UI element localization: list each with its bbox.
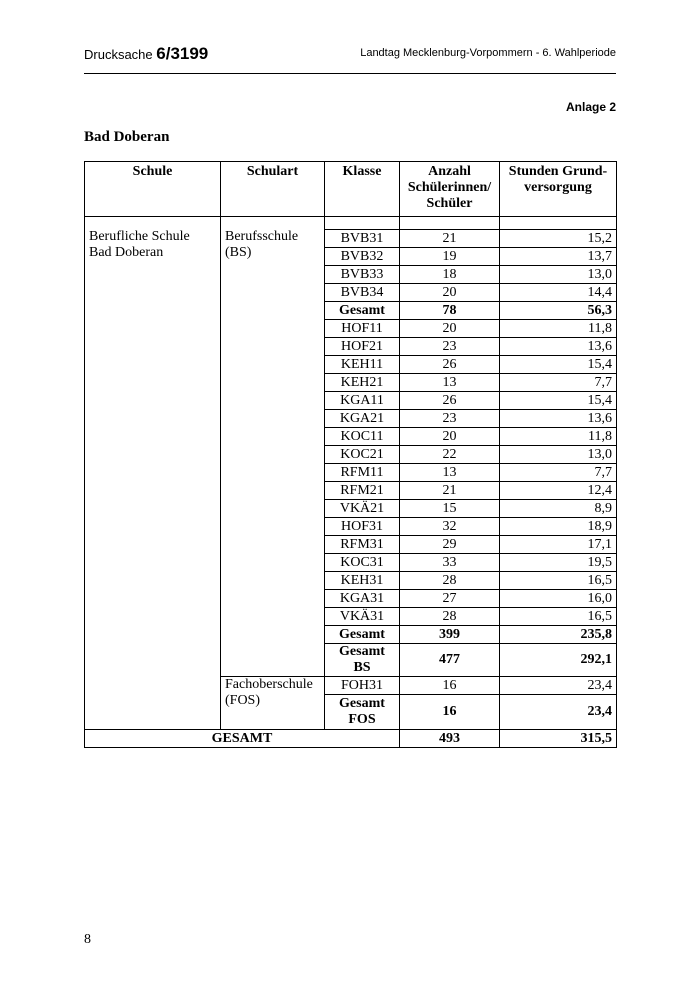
base-hours-cell: 8,9 <box>500 500 617 518</box>
class-cell: RFM11 <box>325 464 400 482</box>
class-label-line: Gesamt <box>339 696 385 711</box>
school-type-bs-cell <box>221 217 325 677</box>
class-cell: BVB31 <box>325 230 400 248</box>
student-count-cell: 477 <box>400 644 500 677</box>
class-cell: RFM31 <box>325 536 400 554</box>
header-count-line: Anzahl <box>428 164 471 179</box>
student-count-cell: 78 <box>400 302 500 320</box>
student-count-cell: 13 <box>400 374 500 392</box>
base-hours-cell: 13,7 <box>500 248 617 266</box>
header-hours-line: Stunden Grund- <box>508 164 608 179</box>
school-name-line: Bad Doberan <box>89 245 164 260</box>
base-hours-cell: 235,8 <box>500 626 617 644</box>
student-count-cell: 493 <box>400 730 500 748</box>
header-base-hours <box>500 162 617 217</box>
page-number: 8 <box>84 932 91 947</box>
student-count-cell: 16 <box>400 677 500 695</box>
base-hours-cell: 13,6 <box>500 338 617 356</box>
class-cell: VKÄ21 <box>325 500 400 518</box>
base-hours-cell: 292,1 <box>500 644 617 677</box>
grand-total-row <box>85 730 617 748</box>
student-count-cell: 23 <box>400 410 500 428</box>
school-type-line: (BS) <box>225 245 252 260</box>
class-cell: KGA11 <box>325 392 400 410</box>
spacer-row <box>85 217 617 230</box>
base-hours-cell: 13,0 <box>500 266 617 284</box>
base-hours-cell: 23,4 <box>500 695 617 730</box>
class-label-line: FOS <box>348 712 376 727</box>
base-hours-cell: 16,0 <box>500 590 617 608</box>
class-cell: KEH21 <box>325 374 400 392</box>
class-cell: KEH31 <box>325 572 400 590</box>
base-hours-cell: 12,4 <box>500 482 617 500</box>
student-count-cell: 23 <box>400 338 500 356</box>
parliament-name: Landtag Mecklenburg-Vorpommern - 6. Wahlperiode <box>360 47 616 59</box>
document-number-label: Drucksache <box>84 47 153 62</box>
class-cell: KOC11 <box>325 428 400 446</box>
class-cell: FOH31 <box>325 677 400 695</box>
header-divider <box>84 73 616 74</box>
base-hours-cell: 7,7 <box>500 374 617 392</box>
class-cell <box>325 695 400 730</box>
student-count-cell: 20 <box>400 284 500 302</box>
class-cell: KOC21 <box>325 446 400 464</box>
document-number-value: 6/3199 <box>156 44 209 63</box>
class-cell: Gesamt <box>325 626 400 644</box>
table-header-row <box>85 162 617 217</box>
student-count-cell: 32 <box>400 518 500 536</box>
document-number <box>84 44 208 64</box>
student-count-cell: 21 <box>400 230 500 248</box>
class-cell: RFM21 <box>325 482 400 500</box>
base-hours-cell: 23,4 <box>500 677 617 695</box>
base-hours-cell: 15,4 <box>500 356 617 374</box>
base-hours-cell: 15,4 <box>500 392 617 410</box>
base-hours-cell: 14,4 <box>500 284 617 302</box>
student-count-cell: 27 <box>400 590 500 608</box>
student-count-cell: 28 <box>400 608 500 626</box>
section-title: Bad Doberan <box>84 129 170 145</box>
school-type-line: (FOS) <box>225 693 261 708</box>
class-cell: KEH11 <box>325 356 400 374</box>
student-count-cell: 29 <box>400 536 500 554</box>
base-hours-cell: 13,6 <box>500 410 617 428</box>
student-count-cell: 33 <box>400 554 500 572</box>
base-hours-cell: 7,7 <box>500 464 617 482</box>
annex-label: Anlage 2 <box>565 100 616 114</box>
base-hours-cell: 13,0 <box>500 446 617 464</box>
school-name-cell <box>85 217 221 730</box>
base-hours-cell: 56,3 <box>500 302 617 320</box>
class-cell: Gesamt <box>325 302 400 320</box>
class-cell: BVB33 <box>325 266 400 284</box>
base-hours-cell: 11,8 <box>500 428 617 446</box>
class-cell: VKÄ31 <box>325 608 400 626</box>
base-hours-cell: 315,5 <box>500 730 617 748</box>
spacer-cell <box>500 217 617 230</box>
student-count-cell: 19 <box>400 248 500 266</box>
base-hours-cell: 19,5 <box>500 554 617 572</box>
header-hours-line: versorgung <box>524 180 592 195</box>
student-count-cell: 21 <box>400 482 500 500</box>
header-school-type: Schulart <box>221 162 325 217</box>
school-name-line: Berufliche Schule <box>89 229 190 244</box>
grand-total-label: GESAMT <box>85 730 400 748</box>
student-count-cell: 22 <box>400 446 500 464</box>
school-type-fos-cell <box>221 677 325 730</box>
student-count-cell: 20 <box>400 428 500 446</box>
base-hours-cell: 15,2 <box>500 230 617 248</box>
class-cell: KOC31 <box>325 554 400 572</box>
header-class: Klasse <box>325 162 400 217</box>
base-hours-cell: 17,1 <box>500 536 617 554</box>
base-hours-cell: 16,5 <box>500 572 617 590</box>
school-type-line: Fachoberschule <box>225 677 313 692</box>
school-hours-table <box>84 161 617 748</box>
spacer-cell <box>325 217 400 230</box>
student-count-cell: 13 <box>400 464 500 482</box>
base-hours-cell: 16,5 <box>500 608 617 626</box>
student-count-cell: 15 <box>400 500 500 518</box>
class-cell: KGA31 <box>325 590 400 608</box>
class-cell: KGA21 <box>325 410 400 428</box>
class-cell: Gesamt BS <box>325 644 400 677</box>
class-cell: BVB34 <box>325 284 400 302</box>
class-cell: HOF21 <box>325 338 400 356</box>
student-count-cell: 18 <box>400 266 500 284</box>
student-count-cell: 16 <box>400 695 500 730</box>
class-cell: HOF31 <box>325 518 400 536</box>
base-hours-cell: 11,8 <box>500 320 617 338</box>
header-count-line: Schüler <box>426 196 473 211</box>
header-school: Schule <box>85 162 221 217</box>
student-count-cell: 28 <box>400 572 500 590</box>
student-count-cell: 26 <box>400 392 500 410</box>
class-cell: HOF11 <box>325 320 400 338</box>
base-hours-cell: 18,9 <box>500 518 617 536</box>
header-student-count <box>400 162 500 217</box>
student-count-cell: 20 <box>400 320 500 338</box>
student-count-cell: 26 <box>400 356 500 374</box>
spacer-cell <box>400 217 500 230</box>
header-count-line: Schülerinnen/ <box>407 180 492 195</box>
student-count-cell: 399 <box>400 626 500 644</box>
school-type-line: Berufsschule <box>225 229 299 244</box>
class-cell: BVB32 <box>325 248 400 266</box>
